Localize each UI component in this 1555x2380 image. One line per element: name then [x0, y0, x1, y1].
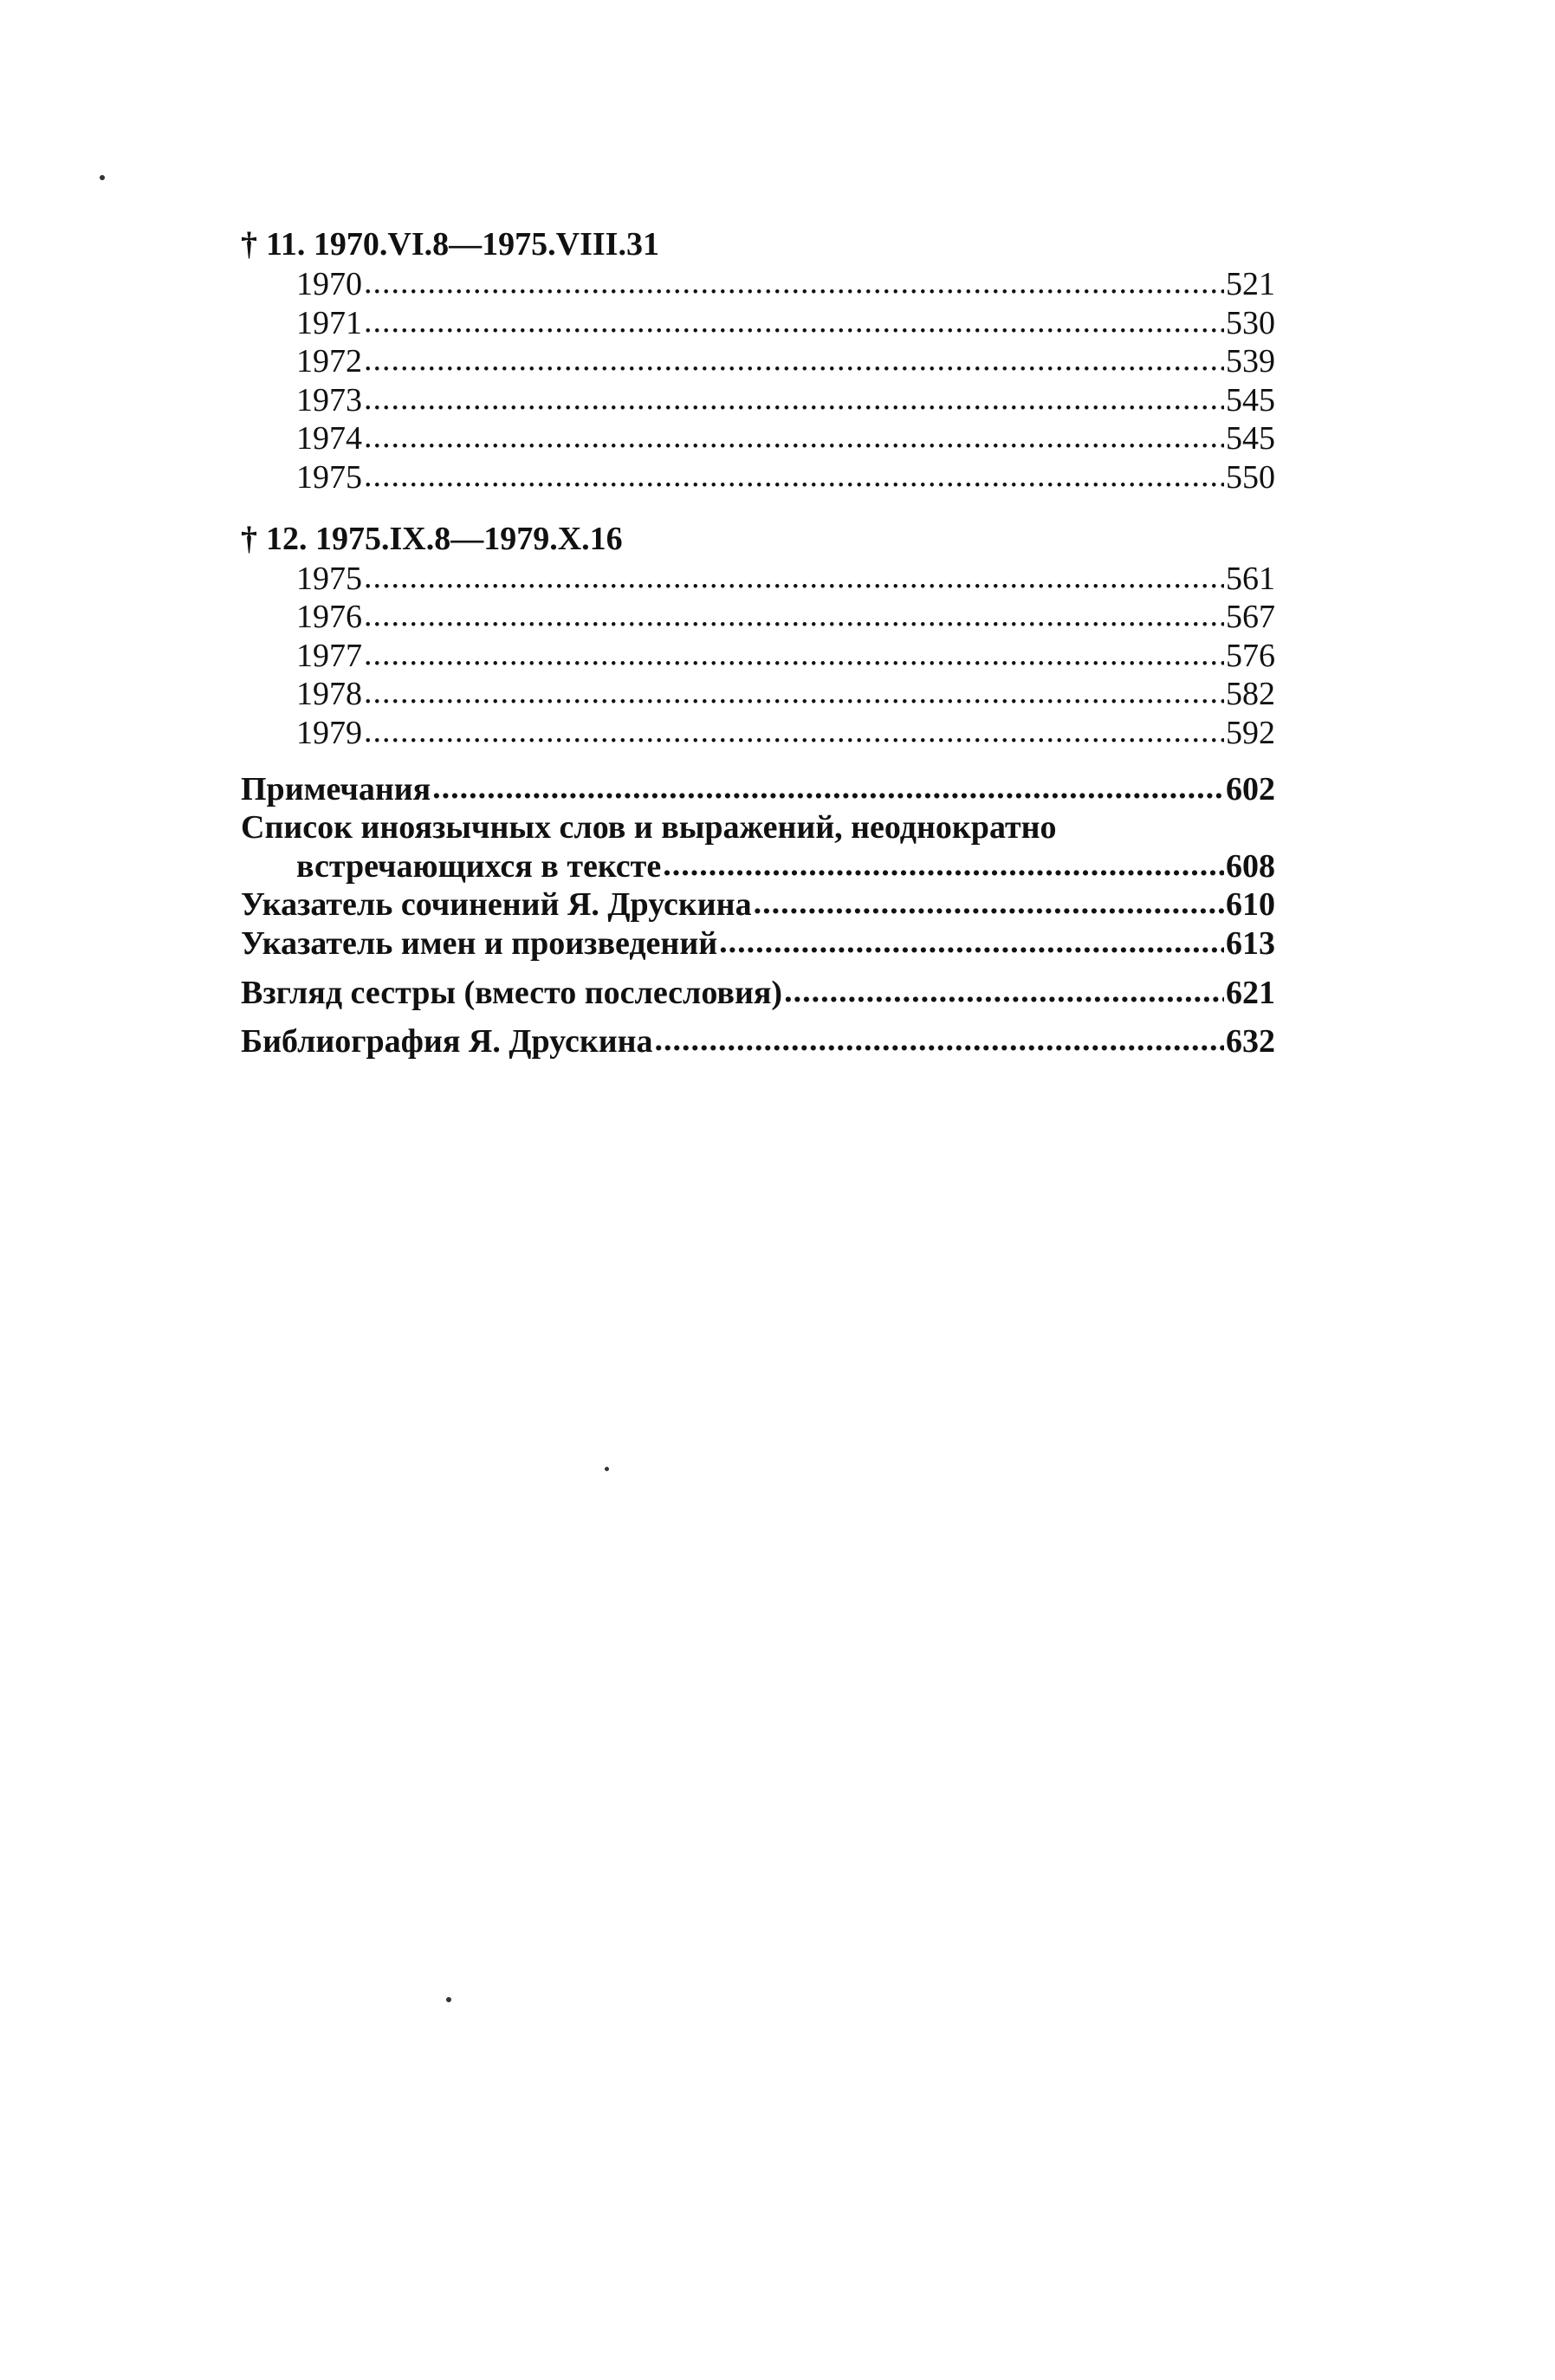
toc-entry-foreign-words[interactable] — [241, 808, 1275, 885]
dot-leader — [364, 635, 1224, 674]
dot-leader — [364, 457, 1224, 496]
entry-page: 567 — [1226, 599, 1275, 636]
entry-label: 1976 — [296, 599, 362, 636]
section-title: 11. 1970.VI.8—1975.VIII.31 — [266, 226, 659, 263]
entry-page: 613 — [1226, 924, 1275, 962]
entry-label: 1979 — [296, 714, 362, 751]
entry-label: 1974 — [296, 420, 362, 457]
toc-entry[interactable] — [241, 419, 1275, 458]
toc-entry-bibliography[interactable] — [241, 1022, 1275, 1061]
entry-label: 1972 — [296, 343, 362, 380]
entry-page: 621 — [1226, 974, 1275, 1011]
dot-leader — [364, 558, 1224, 597]
entry-page: 521 — [1226, 266, 1275, 302]
dot-leader — [364, 712, 1224, 751]
entry-label: 1975 — [296, 458, 362, 496]
toc-entry[interactable] — [241, 675, 1275, 714]
entry-label: 1975 — [296, 560, 362, 597]
dot-leader — [364, 596, 1224, 635]
entry-label: 1978 — [296, 676, 362, 713]
dot-leader — [719, 923, 1224, 962]
dagger-icon: † — [241, 226, 257, 263]
toc-entry[interactable] — [241, 714, 1275, 753]
scan-speck — [100, 175, 105, 180]
spacer — [241, 753, 1275, 770]
table-of-contents — [241, 224, 1275, 1061]
entry-label: Примечания — [241, 770, 431, 807]
entry-page: 561 — [1226, 560, 1275, 597]
toc-entry[interactable] — [241, 304, 1275, 343]
entry-page: 608 — [1226, 847, 1275, 885]
toc-entry-notes[interactable] — [241, 770, 1275, 809]
entry-page: 539 — [1226, 343, 1275, 380]
toc-entry[interactable] — [241, 265, 1275, 304]
toc-entry[interactable] — [241, 458, 1275, 497]
toc-entry[interactable] — [241, 637, 1275, 676]
toc-entry-names-index[interactable] — [241, 924, 1275, 963]
entry-page: 602 — [1226, 770, 1275, 807]
entry-page: 632 — [1226, 1023, 1275, 1060]
dot-leader — [784, 972, 1224, 1011]
entry-label: Библиография Я. Друскина — [241, 1023, 653, 1060]
entry-label-line2: встречающихся в тексте — [296, 847, 662, 885]
dot-leader — [432, 768, 1224, 807]
entry-label: Указатель имен и произведений — [241, 924, 718, 962]
dot-leader — [364, 340, 1224, 379]
dot-leader — [364, 302, 1224, 341]
dot-leader — [655, 1021, 1224, 1060]
dot-leader — [364, 379, 1224, 418]
dagger-icon: † — [241, 520, 257, 557]
toc-entry-afterword[interactable] — [241, 974, 1275, 1013]
dot-leader — [364, 418, 1224, 457]
dot-leader — [663, 846, 1224, 885]
entry-label-line1: Список иноязычных слов и выражений, неоднократно — [241, 809, 1057, 846]
section-heading — [241, 518, 1275, 560]
scan-speck — [446, 1997, 451, 2002]
dot-leader — [364, 263, 1224, 302]
spacer — [241, 497, 1275, 518]
entry-page: 550 — [1226, 458, 1275, 496]
entry-page: 545 — [1226, 420, 1275, 457]
entry-label: 1971 — [296, 304, 362, 341]
entry-page: 582 — [1226, 676, 1275, 713]
toc-entry[interactable] — [241, 598, 1275, 637]
toc-entry-works-index[interactable] — [241, 885, 1275, 924]
entry-page: 576 — [1226, 637, 1275, 674]
entry-page: 592 — [1226, 714, 1275, 751]
dot-leader — [754, 884, 1224, 923]
entry-continuation — [241, 847, 1275, 886]
toc-entry[interactable] — [241, 381, 1275, 420]
section-title: 12. 1975.IX.8—1979.X.16 — [266, 520, 623, 557]
entry-label: 1973 — [296, 381, 362, 418]
entry-label: 1970 — [296, 266, 362, 302]
entry-label: Взгляд сестры (вместо послесловия) — [241, 974, 783, 1011]
scan-speck — [605, 1467, 609, 1471]
toc-entry[interactable] — [241, 342, 1275, 381]
entry-label: 1977 — [296, 637, 362, 674]
entry-label: Указатель сочинений Я. Друскина — [241, 886, 752, 924]
dot-leader — [364, 673, 1224, 712]
section-heading — [241, 224, 1275, 265]
entry-page: 610 — [1226, 886, 1275, 924]
entry-page: 530 — [1226, 304, 1275, 341]
entry-page: 545 — [1226, 381, 1275, 418]
toc-entry[interactable] — [241, 560, 1275, 599]
